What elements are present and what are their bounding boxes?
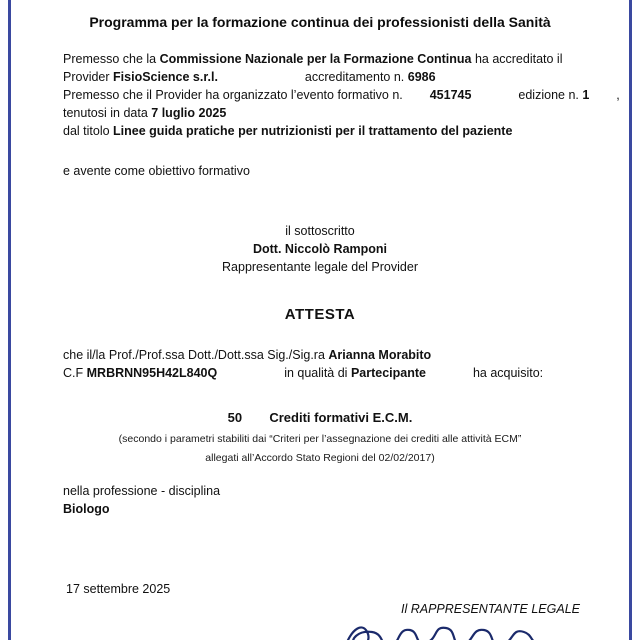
objective-text: e avente come obiettivo formativo	[63, 164, 250, 178]
fiscal-code-value: MRBRNN95H42L840Q	[86, 366, 218, 380]
attesta-heading: ATTESTA	[284, 306, 356, 323]
credits-note-2: allegati all’Accordo Stato Regioni del 02/02/2017)	[205, 452, 435, 464]
acquired-label: ha acquisito:	[472, 366, 544, 380]
issue-date: 17 settembre 2025	[66, 582, 171, 596]
profession-label: nella professione - disciplina	[63, 484, 221, 498]
attendee-line	[63, 346, 588, 364]
event-number: 451745	[429, 88, 472, 102]
legal-representative-role: Rappresentante legale del Provider	[222, 260, 418, 274]
undersigned-label: il sottoscritto	[285, 224, 355, 238]
attendee-name: Arianna Morabito	[328, 348, 432, 362]
credits-note-1: (secondo i parametri stabiliti dai “Criteri per l’assegnazione dei crediti alle attività ECM”	[118, 433, 522, 445]
credits-label: Crediti formativi E.C.M.	[269, 410, 413, 425]
profession-value: Biologo	[63, 502, 110, 516]
premise-line-2	[63, 68, 588, 86]
event-text: Premesso che il Provider ha organizzato l’evento formativo n.	[63, 88, 403, 102]
premise-line-1	[63, 50, 588, 68]
undersigned-block	[0, 222, 640, 276]
premise-text: Premesso che la	[63, 52, 157, 66]
held-label: tenutosi in data	[63, 106, 148, 120]
accreditation-label: accreditamento n.	[304, 70, 405, 84]
certificate-title: Programma per la formazione continua dei professionisti della Sanità	[89, 14, 551, 30]
fiscal-code-line	[63, 364, 588, 382]
course-title: Linee guida pratiche per nutrizionisti per il trattamento del paziente	[113, 124, 513, 138]
event-line	[63, 86, 620, 104]
course-title-label: dal titolo	[63, 124, 110, 138]
fiscal-code-label: C.F	[63, 366, 84, 380]
attendee-block	[63, 346, 588, 382]
role-label: in qualità di	[284, 366, 348, 380]
edition-label: edizione n.	[518, 88, 579, 102]
edition-number: 1	[582, 88, 590, 102]
legal-representative-name: Dott. Niccolò Ramponi	[252, 242, 388, 256]
comma: ,	[616, 88, 620, 102]
role-value: Partecipante	[350, 366, 426, 380]
provider-label: Provider	[63, 70, 110, 84]
provider-name: FisioScience s.r.l.	[113, 70, 218, 84]
premise-paragraph	[63, 50, 620, 140]
objective-line	[63, 162, 588, 180]
held-date: 7 luglio 2025	[151, 106, 227, 120]
attendee-intro: che il/la Prof./Prof.ssa Dott./Dott.ssa Sig./Sig.ra	[63, 348, 325, 362]
credits-number: 50	[227, 410, 243, 425]
commission-name: Commissione Nazionale per la Formazione Continua	[159, 52, 472, 66]
credits-line	[0, 410, 640, 425]
signature	[338, 616, 548, 640]
premise-text: ha accreditato il	[474, 52, 563, 66]
course-title-line	[63, 122, 588, 140]
accreditation-number: 6986	[407, 70, 436, 84]
legal-representative-caption: Il RAPPRESENTANTE LEGALE	[401, 602, 580, 616]
date-held-line	[63, 104, 588, 122]
